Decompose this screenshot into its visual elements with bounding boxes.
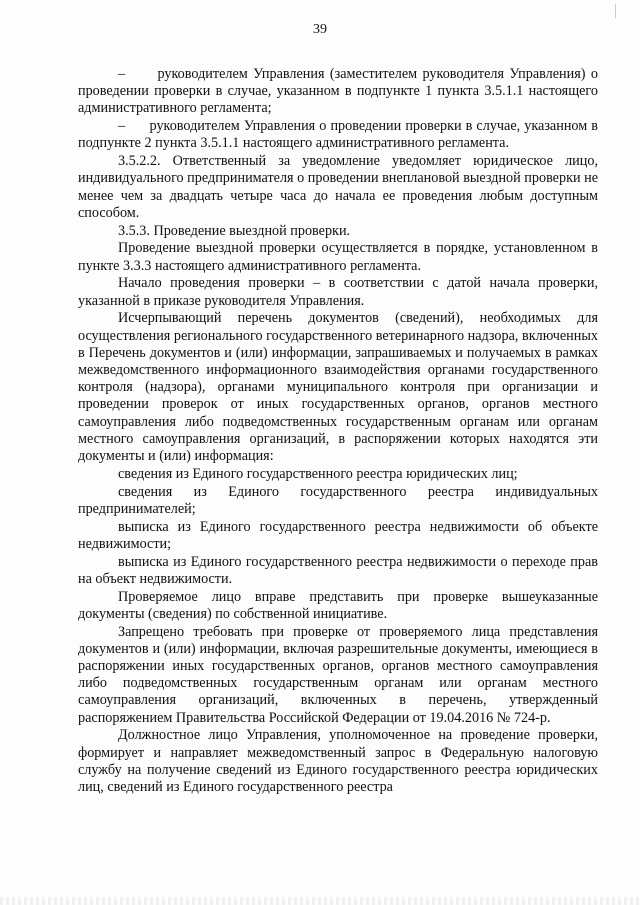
paragraph-own-initiative: Проверяемое лицо вправе представить при проверке вышеуказанные документы (сведения) по собственной инициативе. bbox=[78, 588, 598, 622]
paragraph-start-date: Начало проведения проверки – в соответствии с датой начала проверки, указанной в приказе руководителя Управления. bbox=[78, 275, 598, 309]
paragraph-prohibition: Запрещено требовать при проверке от проверяемого лица представления документов и (или) информации, включая разрешительные документы, имеющиеся в распоряжении иных государственных органов, органов местного самоуправления либо подведомственных государственным органам или органам местного самоуправления организаций, включенных в перечень, утвержденный распоряжением Правительства Российской Федерации от 19.04.2016 № 724-р. bbox=[78, 623, 598, 726]
paragraph-procedure: Проведение выездной проверки осуществляется в порядке, установленном в пункте 3.3.3 настоящего административного регламента. bbox=[78, 240, 598, 274]
document-body bbox=[78, 66, 598, 797]
paragraph-3-5-3-heading: 3.5.3. Проведение выездной проверки. bbox=[118, 222, 351, 239]
paragraph-documents-list-intro: Исчерпывающий перечень документов (сведений), необходимых для осуществления регионального государственного ветеринарного надзора, включенных в Перечень документов и (или) информации, запрашиваемых и получаемых в рамках межведомственного информационного взаимодействия органами государственного контроля (надзора), органами муниципального контроля при организации и проведении проверок от иных государственных органов, органов местного самоуправления либо подведомственных государственным органам или органам местного самоуправления организаций, в распоряжении которых находятся эти документы и (или) информация: bbox=[78, 310, 598, 465]
paragraph-3-5-2-2: 3.5.2.2. Ответственный за уведомление уведомляет юридическое лицо, индивидуального предпринимателя о проведении внеплановой выездной проверки не менее чем за двадцать четыре часа до начала ее проведения любым доступным способом. bbox=[78, 153, 598, 221]
paragraph-interagency-request: Должностное лицо Управления, уполномоченное на проведение проверки, формирует и направляет межведомственный запрос в Федеральную налоговую службу на получение сведений из Единого государственного реестра юридических лиц, сведений из Единого государственного реестра bbox=[78, 727, 598, 796]
scan-corner-mark bbox=[615, 4, 624, 18]
page-number: 39 bbox=[313, 22, 327, 37]
paragraph-list-item-2: сведения из Единого государственного реестра индивидуальных предпринимателей; bbox=[78, 483, 598, 517]
paragraph-list-item-3: выписка из Единого государственного реестра недвижимости об объекте недвижимости; bbox=[78, 518, 598, 552]
scan-bottom-edge bbox=[0, 897, 640, 905]
paragraph-list-item-4: выписка из Единого государственного реестра недвижимости о переходе прав на объект недвижимости. bbox=[78, 553, 598, 587]
paragraph-list-item-1: сведения из Единого государственного реестра юридических лиц; bbox=[118, 465, 518, 482]
paragraph-dash-item-1: – руководителем Управления (заместителем руководителя Управления) о проведении проверки в случае, указанном в подпункте 1 пункта 3.5.1.1 настоящего административного регламента; bbox=[78, 66, 598, 117]
paragraph-dash-item-2: – руководителем Управления о проведении проверки в случае, указанном в подпункте 2 пункта 3.5.1.1 настоящего административного регламента. bbox=[78, 118, 598, 152]
